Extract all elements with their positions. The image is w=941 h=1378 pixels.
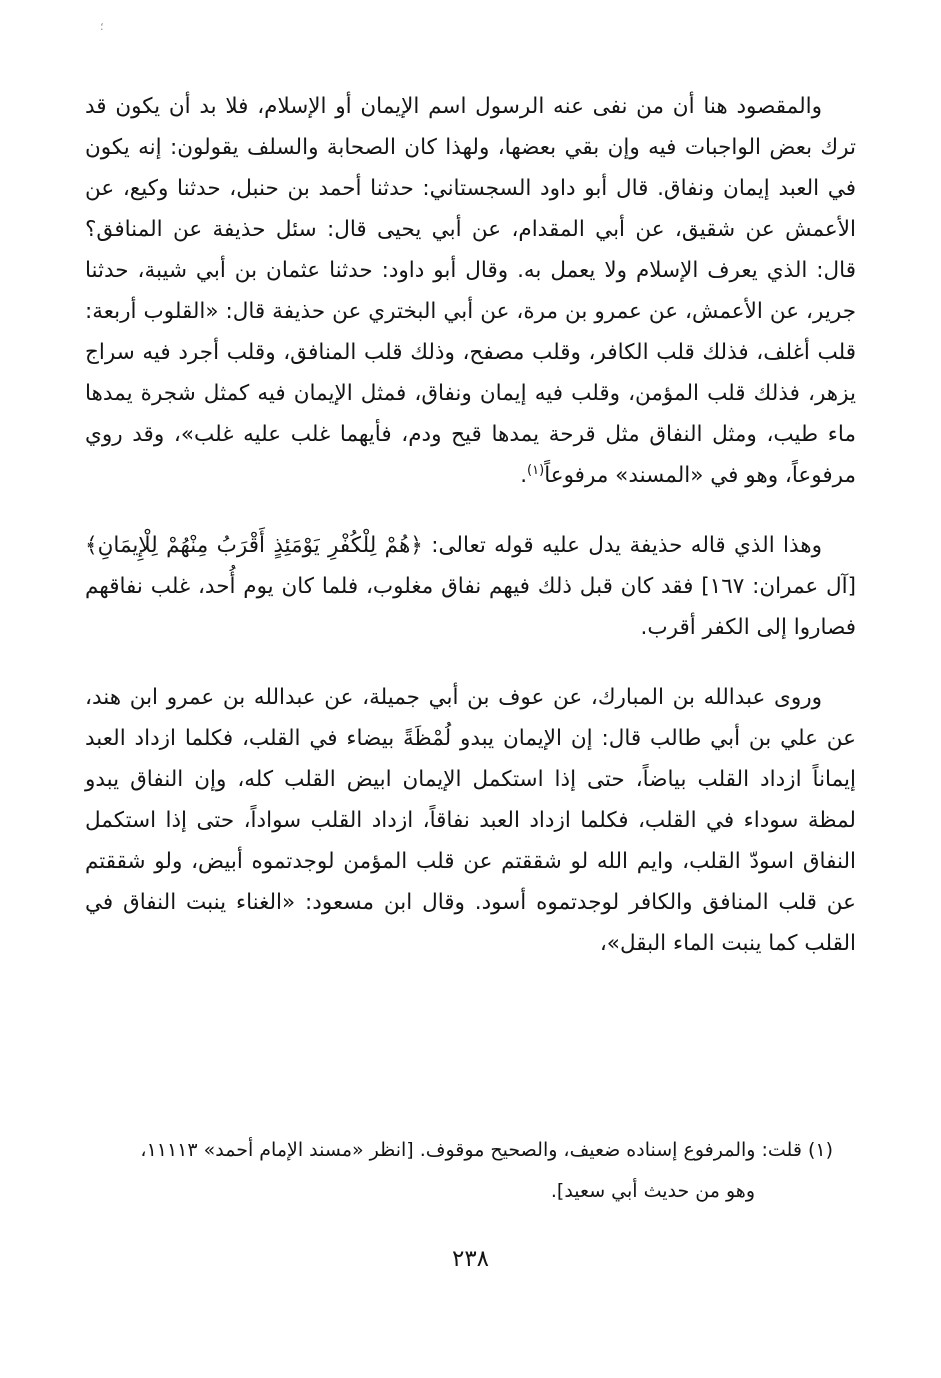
body-paragraph-1 [85, 86, 856, 496]
footnote-reference-1: (١) [527, 462, 545, 478]
footnote: (١) قلت: والمرفوع إسناده ضعيف، والصحيح موقوف. [انظر «مسند الإمام أحمد» ١١١١٣، وهو من حديث أبي سعيد]. [140, 1139, 833, 1202]
body-paragraph-1-suffix: . [520, 463, 528, 488]
page-number: ٢٣٨ [451, 1246, 490, 1272]
body-paragraph-3: وروى عبدالله بن المبارك، عن عوف بن أبي جميلة، عن عبدالله بن عمرو ابن هند، عن علي بن أبي طالب قال: إن الإيمان يبدو لُمْظَةً بيضاء في القلب، فكلما ازداد العبد إيماناً ازداد القلب بياضاً، حتى إذا استكمل الإيمان ابيض القلب كله، وإن النفاق يبدو لمظة سوداء في القلب، فكلما ازداد العبد نفاقاً، ازداد القلب سواداً، حتى إذا استكمل النفاق اسودّ القلب، وايم الله لو شققتم عن قلب المؤمن لوجدتموه أبيض، ولو شققتم عن قلب المنافق والكافر لوجدتموه أسود. وقال ابن مسعود: «الغناء ينبت النفاق في القلب كما ينبت الماء البقل»، [85, 685, 856, 956]
page-body [85, 86, 856, 964]
scan-corner-mark: ؛ [100, 20, 104, 33]
body-paragraph-2: وهذا الذي قاله حذيفة يدل عليه قوله تعالى: ﴿هُمْ لِلْكُفْرِ يَوْمَئِذٍ أَقْرَبُ مِنْهُمْ لِلْإِيمَانِ﴾ [آل عمران: ١٦٧] فقد كان قبل ذلك فيهم نفاق مغلوب، فلما كان يوم أُحد، غلب نفاقهم فصاروا إلى الكفر أقرب. [85, 533, 856, 640]
body-paragraph-1-text: والمقصود هنا أن من نفى عنه الرسول اسم الإيمان أو الإسلام، فلا بد أن يكون قد ترك بعض الواجبات فيه وإن بقي بعضها، ولهذا كان الصحابة والسلف يقولون: إنه يكون في العبد إيمان ونفاق. قال أبو داود السجستاني: حدثنا أحمد بن حنبل، حدثنا وكيع، عن الأعمش عن شقيق، عن أبي المقدام، عن أبي يحيى قال: سئل حذيفة عن المنافق؟ قال: الذي يعرف الإسلام ولا يعمل به. وقال أبو داود: حدثنا عثمان بن أبي شيبة، حدثنا جرير، عن الأعمش، عن عمرو بن مرة، عن أبي البختري عن حذيفة قال: «القلوب أربعة: قلب أغلف، فذلك قلب الكافر، وقلب مصفح، وذلك قلب المنافق، وقلب أجرد فيه سراج يزهر، فذلك قلب المؤمن، وقلب فيه إيمان ونفاق، فمثل الإيمان فيه كمثل شجرة يمدها ماء طيب، ومثل النفاق مثل قرحة يمدها قيح ودم، فأيهما غلب عليه غلب»، وقد روي مرفوعاً، وهو في «المسند» مرفوعاً [85, 94, 856, 488]
